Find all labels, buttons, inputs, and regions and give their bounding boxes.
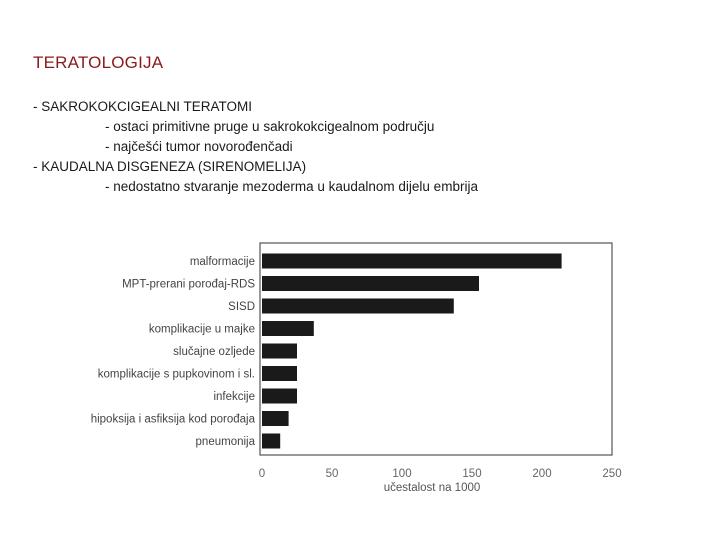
category-label-7: hipoksija i asfiksija kod porođaja xyxy=(90,413,255,426)
category-label-2: SISD xyxy=(228,301,255,313)
category-label-5: komplikacije s pupkovinom i sl. xyxy=(97,368,255,381)
bar-0 xyxy=(262,254,562,269)
slide-title: TERATOLOGIJA xyxy=(33,53,164,72)
bullet-line-3: - KAUDALNA DISGENEZA (SIRENOMELIJA) xyxy=(33,159,307,174)
bullet-line-2: - najčešći tumor novorođenčadi xyxy=(105,139,293,154)
category-label-1: MPT-prerani porođaj-RDS xyxy=(122,278,255,291)
category-label-8: pneumonija xyxy=(195,436,255,448)
x-tick-label-0: 0 xyxy=(258,468,266,480)
category-label-4: slučajne ozljede xyxy=(173,346,255,358)
bar-4 xyxy=(262,344,297,359)
category-label-0: malformacije xyxy=(189,256,255,268)
x-axis-title: učestalost na 1000 xyxy=(383,482,481,494)
bullet-line-1: - ostaci primitivne pruge u sakrokokcigealnom području xyxy=(105,119,435,134)
x-tick-label-2: 100 xyxy=(392,468,412,480)
bar-2 xyxy=(262,299,454,314)
bar-6 xyxy=(262,389,297,404)
x-tick-label-3: 150 xyxy=(462,468,482,480)
bullet-line-4: - nedostatno stvaranje mezoderma u kaudalnom dijelu embrija xyxy=(105,179,478,194)
x-tick-label-1: 50 xyxy=(325,468,339,480)
bar-1 xyxy=(262,276,479,291)
category-label-6: infekcije xyxy=(213,391,255,403)
x-tick-label-4: 200 xyxy=(532,468,552,480)
bullet-line-0: - SAKROKOKCIGEALNI TERATOMI xyxy=(33,99,253,114)
x-tick-label-5: 250 xyxy=(602,468,622,480)
bar-8 xyxy=(262,434,280,449)
category-label-3: komplikacije u majke xyxy=(148,323,255,336)
plot-frame xyxy=(260,243,612,455)
bar-7 xyxy=(262,411,289,426)
bar-3 xyxy=(262,321,314,336)
bar-5 xyxy=(262,366,297,381)
